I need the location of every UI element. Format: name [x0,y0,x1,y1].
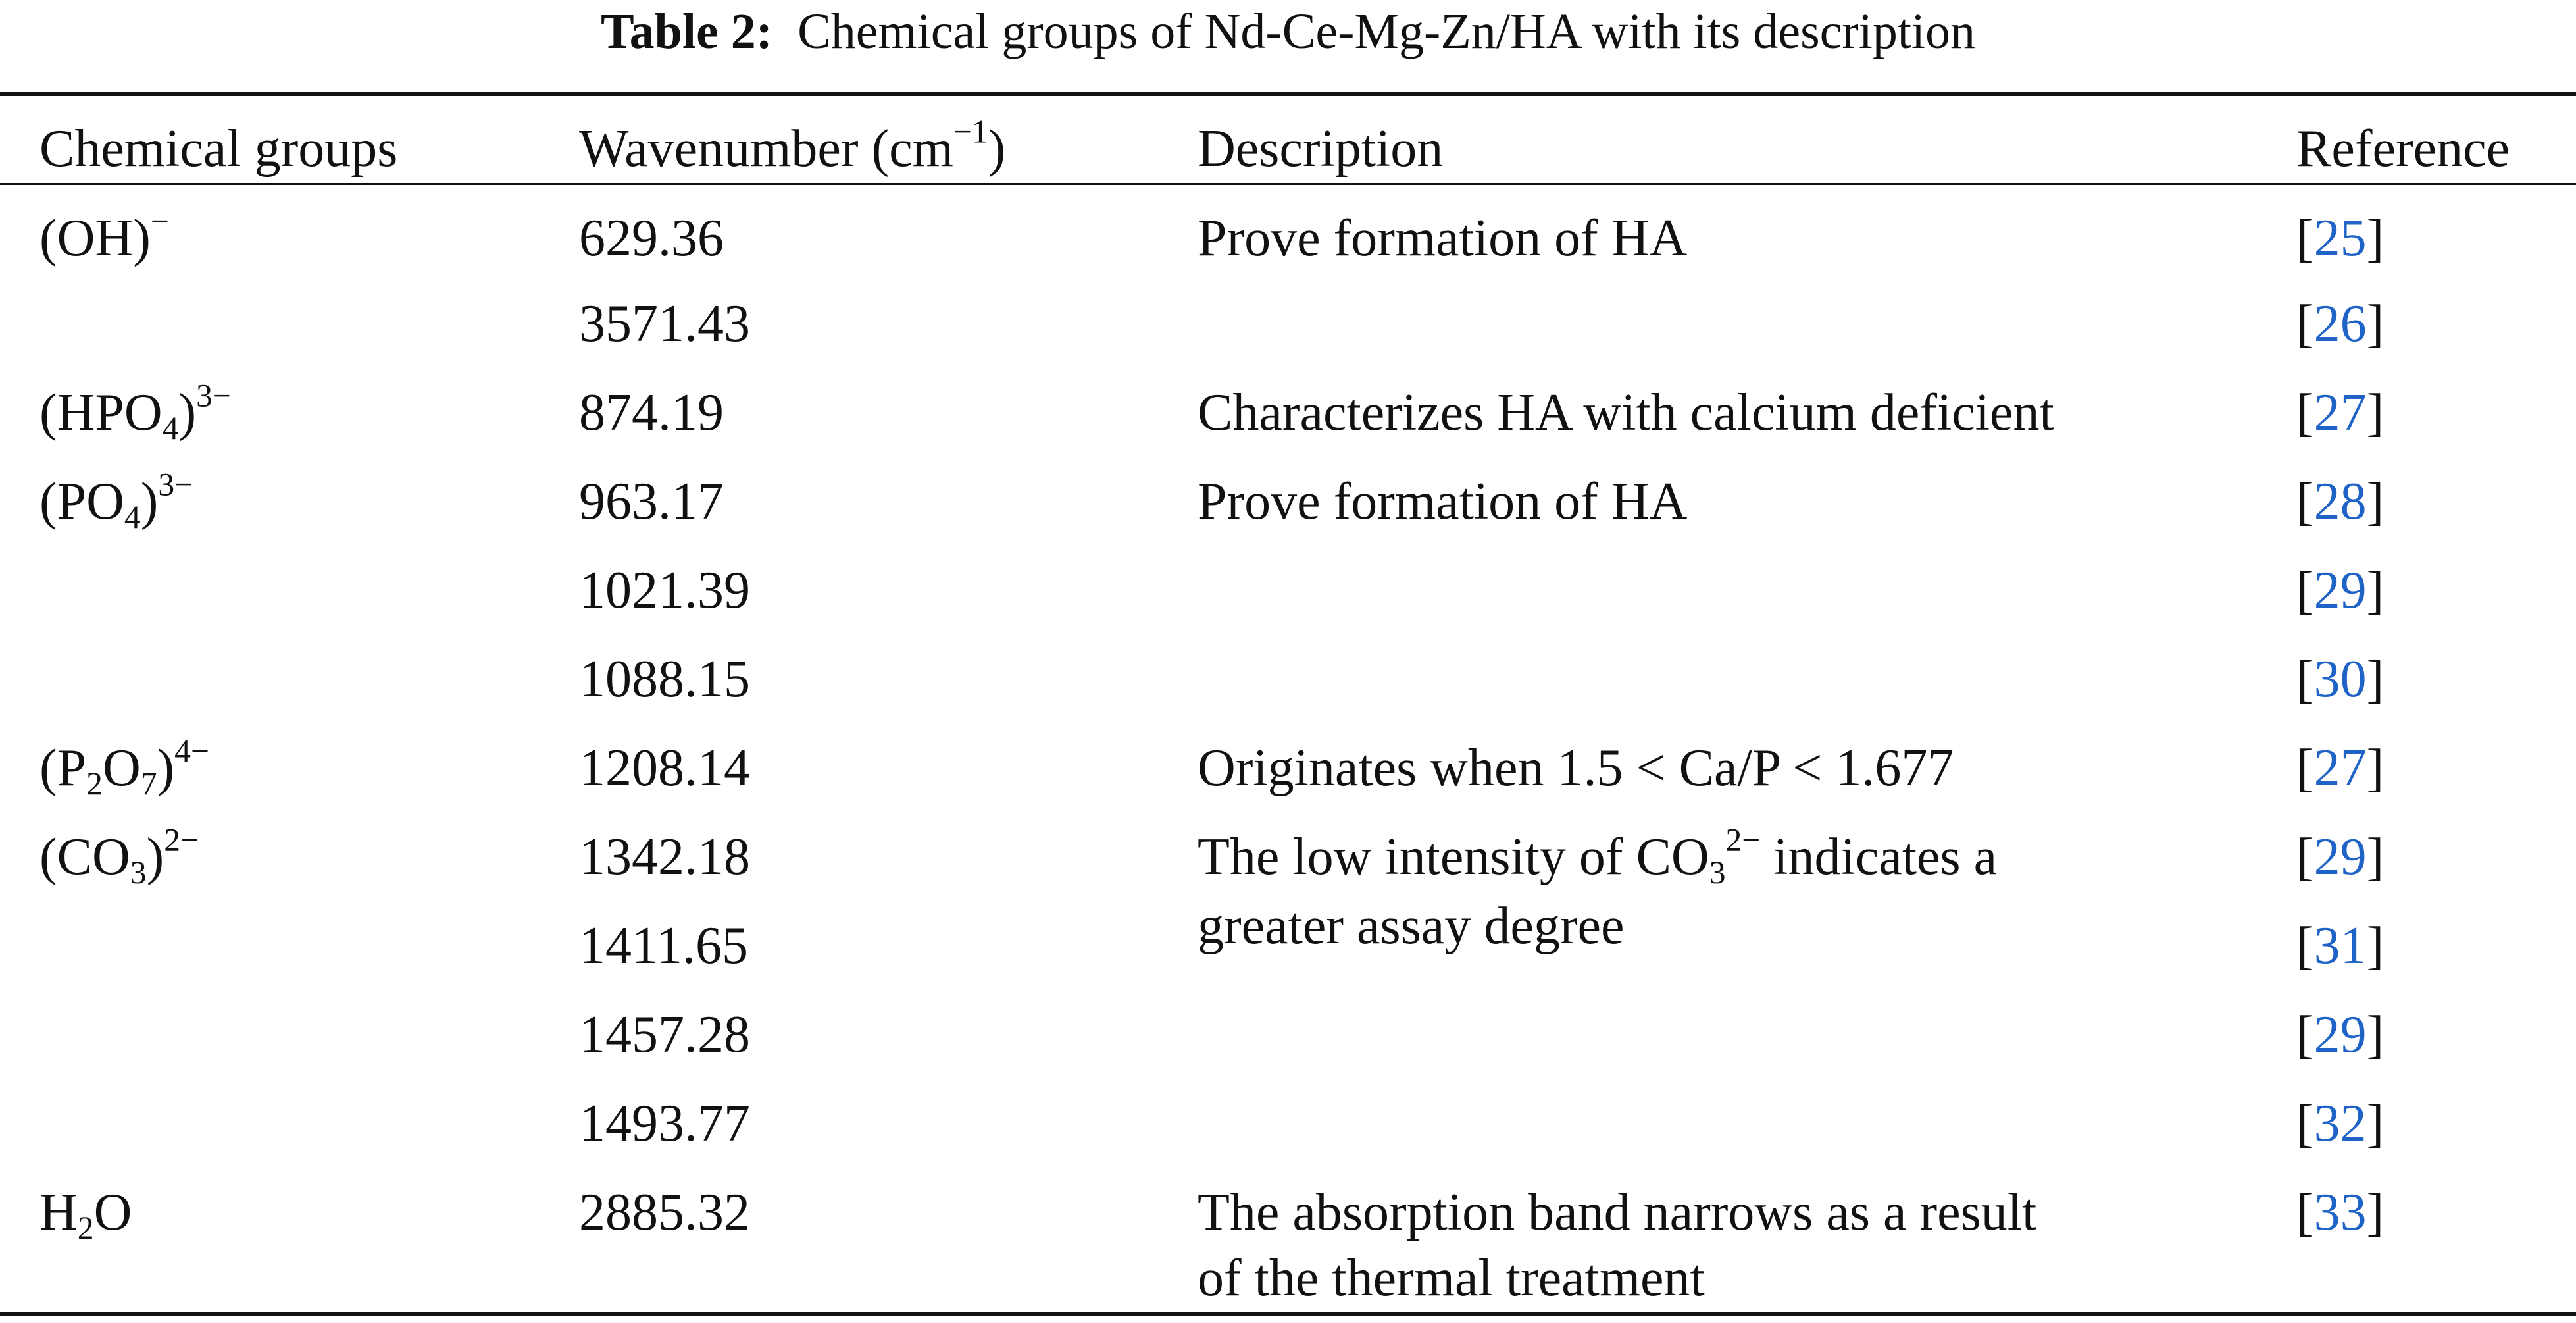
group-co3 [39,823,199,892]
table-top-rule [0,92,2576,96]
description-cell: Originates when 1.5 < Ca/P < 1.677 [1198,739,1954,797]
reference-link[interactable]: 29 [2313,828,2367,886]
header-chemical-groups: Chemical groups [39,120,398,178]
reference-link[interactable]: 28 [2313,473,2367,531]
group-hpo4-pre: (HPO [39,384,163,442]
bracket-open: [ [2296,917,2314,975]
reference-cell [2296,734,2384,803]
group-h2o-post: O [93,1183,132,1241]
reference-cell [2296,556,2384,625]
header-wavenumber [579,113,1006,180]
group-p2o7-pre: (P [39,739,87,797]
reference-cell [2296,645,2384,714]
bracket-open: [ [2296,1006,2314,1064]
reference-cell [2296,1000,2384,1070]
description-carbonate-sup: 2− [1725,821,1761,858]
reference-cell [2296,912,2384,981]
bracket-close: ] [2366,209,2385,267]
description-carbonate-post: indicates a [1760,828,1998,886]
wavenumber-cell: 1021.39 [579,561,750,619]
bracket-open: [ [2296,295,2314,353]
bracket-open: [ [2296,1095,2314,1153]
reference-cell [2296,467,2384,536]
group-hpo4-post: ) [178,384,197,442]
group-h2o [39,1178,132,1247]
table-caption-text: Chemical groups of Nd-Ce-Mg-Zn/HA with its description [797,4,1976,59]
table-caption-label: Table 2: [600,4,773,59]
wavenumber-cell: 1411.65 [579,917,749,975]
reference-link[interactable]: 29 [2313,561,2367,619]
reference-cell [2296,1089,2384,1158]
group-hpo4-sup: 3− [196,377,231,414]
bracket-close: ] [2366,917,2385,975]
bracket-close: ] [2366,739,2385,797]
group-hpo4 [39,378,231,448]
group-oh-base: (OH) [39,209,151,267]
description-cell: Prove formation of HA [1198,473,1688,531]
group-hpo4-sub: 4 [162,409,179,446]
group-co3-post: ) [146,828,164,886]
reference-cell [2296,204,2384,273]
reference-link[interactable]: 27 [2313,384,2367,442]
wavenumber-cell: 3571.43 [579,295,750,353]
group-co3-sub: 3 [130,854,147,891]
header-description: Description [1198,120,1444,178]
bracket-open: [ [2296,561,2314,619]
group-p2o7-post: ) [157,739,175,797]
group-oh [39,204,169,273]
wavenumber-cell: 1457.28 [579,1006,750,1064]
group-h2o-pre: H [39,1183,78,1241]
group-po4-sub: 4 [124,498,141,535]
bracket-close: ] [2366,828,2385,886]
reference-cell [2296,823,2384,892]
bracket-open: [ [2296,384,2314,442]
description-cell: Characterizes HA with calcium deficient [1198,384,2054,442]
reference-link[interactable]: 25 [2313,209,2367,267]
bracket-open: [ [2296,739,2314,797]
group-po4-post: ) [140,473,159,531]
group-p2o7-mid: O [102,739,141,797]
header-wavenumber-sup: −1 [953,113,988,150]
bracket-close: ] [2366,1006,2385,1064]
group-p2o7-sub1: 2 [86,765,103,802]
reference-link[interactable]: 29 [2313,1006,2367,1064]
reference-link[interactable]: 27 [2313,739,2367,797]
bracket-close: ] [2366,650,2385,708]
wavenumber-cell: 1088.15 [579,650,750,708]
group-po4 [39,467,193,536]
reference-link[interactable]: 26 [2313,295,2367,353]
wavenumber-cell: 2885.32 [579,1183,750,1241]
description-carbonate-pre: The low intensity of CO [1198,828,1709,886]
reference-link[interactable]: 33 [2313,1183,2367,1241]
bracket-open: [ [2296,828,2314,886]
header-reference: Reference [2296,120,2510,178]
reference-cell [2296,290,2384,359]
table-caption [0,0,2576,66]
bracket-close: ] [2366,295,2385,353]
group-po4-sup: 3− [158,466,193,503]
bracket-close: ] [2366,384,2385,442]
description-cell-water: The absorption band narrows as a result [1198,1183,2037,1241]
reference-link[interactable]: 31 [2313,917,2367,975]
group-p2o7 [39,734,209,803]
group-oh-sup: − [150,203,169,240]
wavenumber-cell: 1342.18 [579,828,750,886]
wavenumber-cell: 963.17 [579,473,724,531]
wavenumber-cell: 1493.77 [579,1095,750,1153]
description-cell-water-line2: of the thermal treatment [1198,1249,1705,1307]
group-co3-pre: (CO [39,828,130,886]
group-h2o-sub: 2 [77,1209,94,1246]
bracket-open: [ [2296,1183,2314,1241]
bracket-close: ] [2366,473,2385,531]
reference-cell [2296,378,2384,448]
description-carbonate-sub: 3 [1709,854,1726,891]
bracket-open: [ [2296,650,2314,708]
bracket-close: ] [2366,1183,2385,1241]
wavenumber-cell: 1208.14 [579,739,750,797]
header-wavenumber-close: ) [988,120,1006,178]
description-cell-carbonate-line2: greater assay degree [1198,897,1625,955]
bracket-close: ] [2366,1095,2385,1153]
bracket-close: ] [2366,561,2385,619]
header-wavenumber-text: Wavenumber (cm [579,120,953,178]
reference-link[interactable]: 30 [2313,650,2367,708]
group-p2o7-sup: 4− [174,733,209,769]
table-header-rule [0,183,2576,185]
wavenumber-cell: 874.19 [579,384,724,442]
reference-cell [2296,1178,2384,1247]
bracket-open: [ [2296,473,2314,531]
group-p2o7-sub2: 7 [140,765,157,802]
reference-link[interactable]: 32 [2313,1095,2367,1153]
description-cell: Prove formation of HA [1198,209,1688,267]
group-po4-pre: (PO [39,473,124,531]
group-co3-sup: 2− [164,821,199,858]
bracket-open: [ [2296,209,2314,267]
description-cell-carbonate [1198,823,1997,892]
wavenumber-cell: 629.36 [579,209,724,267]
table-bottom-rule [0,1312,2576,1316]
